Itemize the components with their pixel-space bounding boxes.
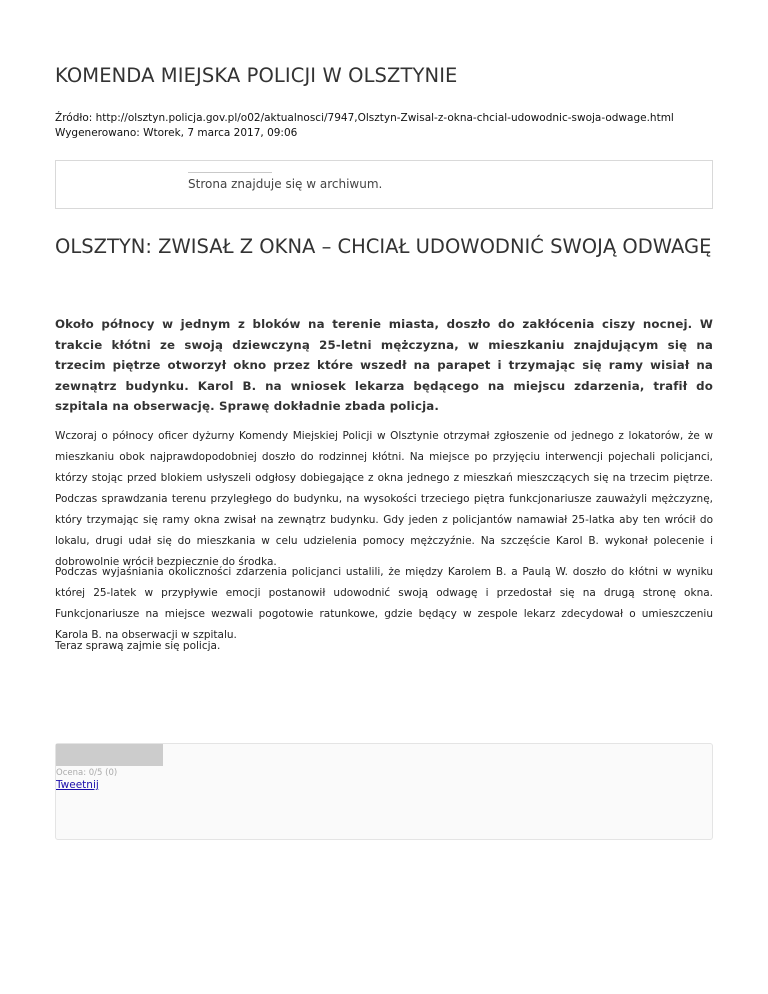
generated-date: Wygenerowano: Wtorek, 7 marca 2017, 09:06 xyxy=(55,127,298,139)
article-title: OLSZTYN: ZWISAŁ Z OKNA – CHCIAŁ UDOWODNIĆ SWOJĄ ODWAGĘ xyxy=(55,235,712,258)
tweet-link[interactable]: Tweetnij xyxy=(56,779,99,791)
article-paragraph-3: Teraz sprawą zajmie się policja. xyxy=(55,640,221,652)
rating-label: Ocena: 0/5 (0) xyxy=(56,768,118,778)
print-meta xyxy=(55,111,674,141)
archive-notice-box xyxy=(55,160,713,209)
rating-box xyxy=(55,743,713,840)
article-paragraph-1: Wczoraj o północy oficer dyżurny Komendy Miejskiej Policji w Olsztynie otrzymał zgłoszenie od jednego z lokatorów, że w mieszkaniu obok najprawdopodobniej doszło do rodzinnej kłótni. Na miejsce po przyjęciu interwencji pojechali policjanci, którzy stojąc przed blokiem usłyszeli odgłosy dobiegające z okna jednego z mieszkań mieszczących się na trzecim piętrze. Podczas sprawdzania terenu przyległego do budynku, na wysokości trzeciego piętra funkcjonariusze zauważyli mężczyznę, który trzymając się ramy okna zwisał na zewnątrz budynku. Gdy jeden z policjantów namawiał 25-latka aby ten wrócił do lokalu, drugi udał się do mieszkania w celu udzielenia pomocy mężczyźnie. Na szczęście Karol B. wykonał polecenie i dobrowolnie wrócił bezpiecznie do środka. xyxy=(55,430,713,568)
site-title: KOMENDA MIEJSKA POLICJI W OLSZTYNIE xyxy=(55,64,458,87)
archive-notice: Strona znajduje się w archiwum. xyxy=(188,177,383,191)
article-paragraph-2: Podczas wyjaśniania okoliczności zdarzenia policjanci ustalili, że między Karolem B. a Paulą W. doszło do kłótni w wyniku której 25-latek w przypływie emocji postanowił udowodnić swoją odwagę i przedostał się na drugą stronę okna. Funkcjonariusze na miejsce wezwali pogotowie ratunkowe, gdzie będący w zespole lekarz zdecydował o umieszczeniu Karola B. na obserwacji w szpitalu. xyxy=(55,566,713,641)
rating-stars-bar[interactable] xyxy=(56,744,163,766)
article-lead: Około północy w jednym z bloków na terenie miasta, doszło do zakłócenia ciszy nocnej. W trakcie kłótni ze swoją dziewczyną 25-letni mężczyzna, w mieszkaniu znajdującym się na trzecim piętrze otworzył okno przez które wszedł na parapet i trzymając się ramy wisiał na zewnątrz budynku. Karol B. na wniosek lekarza będącego na miejscu zdarzenia, trafił do szpitala na obserwację. Sprawę dokładnie zbada policja. xyxy=(55,317,713,413)
source-url: Źródło: http://olsztyn.policja.gov.pl/o02/aktualnosci/7947,Olsztyn-Zwisal-z-okna-chcial-udowodnic-swoja-odwage.html xyxy=(55,112,674,124)
archive-divider xyxy=(188,172,272,173)
